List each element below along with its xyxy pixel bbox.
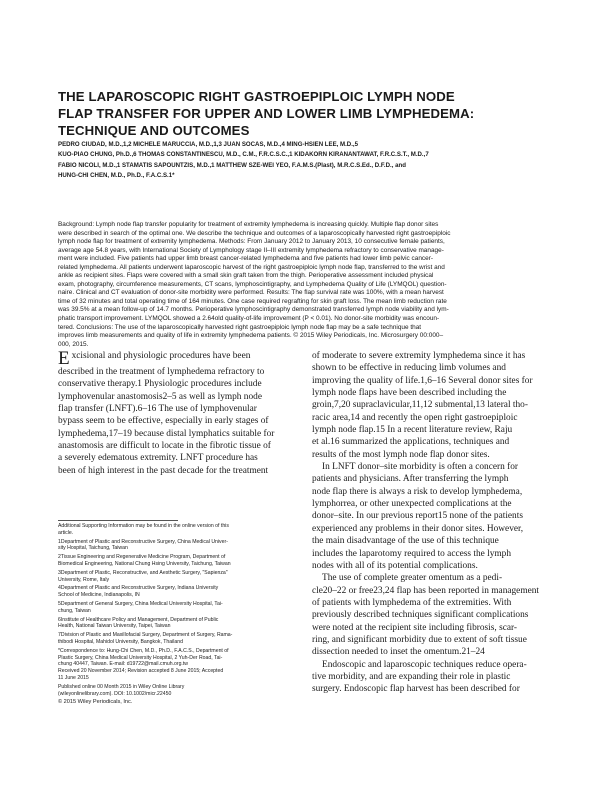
- abstract-line: improves limb measurements and quality of life in extremity lymphedema patients. © 2015 Wiley Periodicals, Inc. Microsurgery 00:000–: [58, 332, 444, 340]
- body-line: dissection needed to inset the omentum.21–24: [312, 647, 485, 658]
- footnote-line: Biomedical Engineering, National Chung Hsing University, Taichung, Taiwan: [58, 560, 231, 567]
- abstract-line: tered. Conclusions: The use of the laparoscopically harvested right gastroepiploic lymph node flap may be a safe technique that: [58, 323, 422, 331]
- body-line: node flap there is always a risk to develop lymphedema,: [312, 486, 523, 497]
- body-line: xcisional and physiologic procedures have been: [71, 351, 251, 361]
- body-line: et al.16 summarized the applications, techniques and: [312, 437, 510, 448]
- body-line: racic area,14 and recently the open right gastroepiploic: [312, 412, 518, 423]
- body-line: ring, and significant morbidity due to extent of soft tissue: [312, 634, 527, 645]
- footnote-line: Received 20 November 2014; Revision accepted 8 June 2015; Accepted: [58, 668, 224, 675]
- body-line: a severely edematous extremity. LNFT procedure has: [58, 453, 258, 464]
- footnote-line: 1Department of Plastic and Reconstructive Surgery, China Medical Univer-: [58, 538, 228, 545]
- body-line: results of the most lymph node flap donor sites.: [312, 449, 490, 460]
- body-line: lymphovenular anastomosis2–5 as well as lymph node: [58, 391, 262, 402]
- body-line: lymph node flaps have been described including the: [312, 388, 507, 399]
- footnote-line: Additional Supporting Information may be found in the online version of this: [58, 523, 229, 529]
- body-line: the main disadvantage of the use of this technique: [312, 536, 499, 547]
- body-line: of patients with lymphedema of the extremities. With: [312, 597, 512, 608]
- title-line: FLAP TRANSFER FOR UPPER AND LOWER LIMB LYMPHEDEMA:: [58, 106, 475, 121]
- footnote-line: chung 40447, Taiwan. E-mail: d19722@mail.cmuh.org.tw: [58, 661, 188, 668]
- body-line: anastomosis are difficult to locate in the fibrotic tissue of: [58, 441, 271, 452]
- author-list: [58, 140, 548, 181]
- body-line: surgery. Endoscopic flap harvest has been described for: [312, 684, 520, 695]
- abstract-line: average age 54.8 years, with International Society of Lymphology stage II–III extremity lymphedema refractory to conservative manage-: [58, 246, 444, 254]
- footnote-line: 4Department of Plastic and Reconstructive Surgery, Indiana University: [58, 585, 219, 592]
- abstract-line: naire. Clinical and CT evaluation of donor-site morbidity were performed. Results: The flap survival rate was 100%, with a mean harvest: [58, 289, 444, 297]
- footnote-line: thibodi Hospital, Mahidol University, Bangkok, Thailand: [58, 638, 183, 645]
- paper-title: [58, 88, 548, 139]
- body-line: tive morbidity, and are expanding their role in plastic: [312, 671, 511, 682]
- body-line: of moderate to severe extremity lymphedema since it has: [312, 351, 526, 361]
- footnote-line: 11 June 2015: [58, 674, 89, 681]
- body-line: flap transfer (LNFT).6–16 The use of lymphovenular: [58, 404, 257, 415]
- body-line: were noted at the recipient site including fibrosis, scar-: [312, 622, 518, 633]
- author-line: FABIO NICOLI, M.D.,1 STAMATIS SAPOUNTZIS, M.D.,1 MATTHEW SZE-WEI YEO, F.A.M.S.(Plast), M.R.C.S.Ed., D.F.D., and: [58, 161, 406, 169]
- footnote-line: 3Department of Plastic, Reconstructive, and Aesthetic Surgery, "Sapienza": [58, 569, 228, 576]
- author-line: KUO-PIAO CHUNG, Ph.D.,6 THOMAS CONSTANTINESCU, M.D., C.M., F.R.C.S.C.,1 KIDAKORN KIRANANTAWAT, F.R.C.S.T., M.D.,7: [58, 151, 429, 159]
- body-line: cle20–22 or free23,24 flap has been reported in management: [312, 585, 540, 596]
- abstract-line: lymph node flap for treatment of extremity lymphedema. Methods: From January 2012 to January 2013, 10 consecutive female patients,: [58, 238, 445, 246]
- body-line: In LNFT donor–site morbidity is often a concern for: [322, 462, 519, 473]
- body-line: improving the quality of life.1,6–16 Several donor sites for: [312, 375, 533, 386]
- footnote-line: 2Tissue Engineering and Regenerative Medicine Program, Department of: [58, 554, 226, 561]
- drop-cap: E: [58, 348, 70, 369]
- footnote-line: Health, National Taiwan University, Taipei, Taiwan: [58, 623, 171, 630]
- footnote-line: School of Medicine, Indianapolis, IN: [58, 592, 140, 599]
- footnote-line: sity Hospital, Taichung, Taiwan: [58, 545, 128, 552]
- abstract-line: ment were included. Five patients had upper limb breast cancer-related lymphedema and five patients had lower limb pelvic cancer-: [58, 255, 433, 263]
- author-line: HUNG-CHI CHEN, M.D., Ph.D., F.A.C.S.1*: [58, 171, 175, 179]
- title-line: TECHNIQUE AND OUTCOMES: [58, 123, 250, 138]
- footnote-line: 5Department of General Surgery, China Medical University Hospital, Tai-: [58, 600, 223, 607]
- body-line: lymph node flap.15 In a recent literature review, Raju: [312, 425, 513, 436]
- body-line: shown to be effective in reducing limb volumes and: [312, 363, 506, 374]
- body-column-right: [312, 350, 552, 696]
- footnote-line: Published online 00 Month 2015 in Wiley Online Library: [58, 683, 185, 690]
- title-line: THE LAPAROSCOPIC RIGHT GASTROEPIPLOIC LYMPH NODE: [58, 89, 455, 104]
- affiliation-footnotes: [58, 523, 298, 699]
- abstract-line: phatic transport improvement. LYMQOL showed a 2.64old quality-of-life improvement (P < 0.01). No donor-site morbidity was encoun-: [58, 315, 440, 323]
- footnote-divider: [58, 520, 178, 521]
- abstract: [58, 221, 548, 349]
- author-line: PEDRO CIUDAD, M.D.,1,2 MICHELE MARUCCIA, M.D.,1,3 JUAN SOCAS, M.D.,4 MING-HSIEN LEE, M.D.,5: [58, 141, 358, 148]
- body-line: previously described techniques significant complications: [312, 610, 529, 621]
- body-line: been of high interest in the past decade for the treatment: [58, 465, 269, 476]
- footnote-line: (wileyonlinelibrary.com). DOI: 10.1002/micr.22450: [58, 690, 172, 697]
- body-lines: [58, 366, 298, 477]
- body-line: donor–site. In our previous report15 none of the patients: [312, 511, 523, 522]
- body-line: nodes with all of its potential complications.: [312, 560, 478, 571]
- body-line: Endoscopic and laparoscopic techniques reduce opera-: [322, 659, 527, 670]
- footnote-line: 7Division of Plastic and Maxillofacial Surgery, Department of Surgery, Rama-: [58, 632, 233, 639]
- copyright-line: © 2015 Wiley Periodicals, Inc.: [58, 699, 133, 705]
- abstract-line: was 39.5% at a mean follow-up of 14.7 months. Perioperative lymphoscintigraphy demonstrated transferred lymph node viability and lym-: [58, 306, 449, 314]
- body-line: experienced any problems in their donor sites. However,: [312, 523, 524, 534]
- body-column-left: [58, 350, 298, 477]
- footnote-line: article.: [58, 529, 74, 536]
- body-line: The use of complete greater omentum as a pedi-: [322, 573, 503, 584]
- footnote-line: 6Institute of Healthcare Policy and Management, Department of Public: [58, 616, 219, 623]
- abstract-line: 000, 2015.: [58, 340, 89, 348]
- body-line: patients and physicians. After transferring the lymph: [312, 474, 509, 485]
- abstract-line: Background: Lymph node flap transfer popularity for treatment of extremity lymphedema is increasing quickly. Multiple flap donor sites: [58, 221, 439, 228]
- body-line: bypass seem to be effective, especially in early stages of: [58, 416, 269, 427]
- abstract-line: time of 32 minutes and total operating time of 164 minutes. One case required regrafting for skin graft loss. The mean limb reduction rate: [58, 297, 447, 305]
- abstract-line: exam, photography, circumference measurements, CT scans, lymphoscintigraphy, and Lymphedema Quality of Life (LYMQOL) question-: [58, 280, 447, 288]
- body-line: groin,7,20 supraclavicular,11,12 submental,13 lateral tho-: [312, 400, 528, 411]
- footnote-line: *Correspondence to: Hung-Chi Chen, M.D., Ph.D., F.A.C.S., Department of: [58, 647, 229, 654]
- body-line: described in the treatment of lymphedema refractory to: [58, 367, 265, 377]
- abstract-line: ankle as recipient sites. Flaps were covered with a small skin graft taken from the thigh. Perioperative assessment included physical: [58, 272, 434, 280]
- abstract-line: were described in search of the optimal one. We describe the technique and outcomes of a laparoscopically harvested right gastroepiploic: [58, 229, 451, 237]
- body-line: includes the laparotomy required to access the lymph: [312, 548, 512, 559]
- footnote-line: University, Rome, Italy: [58, 576, 110, 583]
- body-line: conservative therapy.1 Physiologic procedures include: [58, 379, 262, 390]
- body-line: lymphedema,17–19 because distal lymphatics suitable for: [58, 428, 275, 439]
- abstract-line: related lymphedema. All patients underwent laparoscopic harvest of the right gastroepiploic lymph node flap, transferred to the wrist and: [58, 263, 445, 271]
- footnote-line: chung, Taiwan: [58, 607, 91, 614]
- footnote-line: Plastic Surgery, China Medical University Hospital, 2 Yuh-Der Road, Tai-: [58, 654, 223, 661]
- body-line: lymphorrea, or other unexpected complications at the: [312, 499, 512, 510]
